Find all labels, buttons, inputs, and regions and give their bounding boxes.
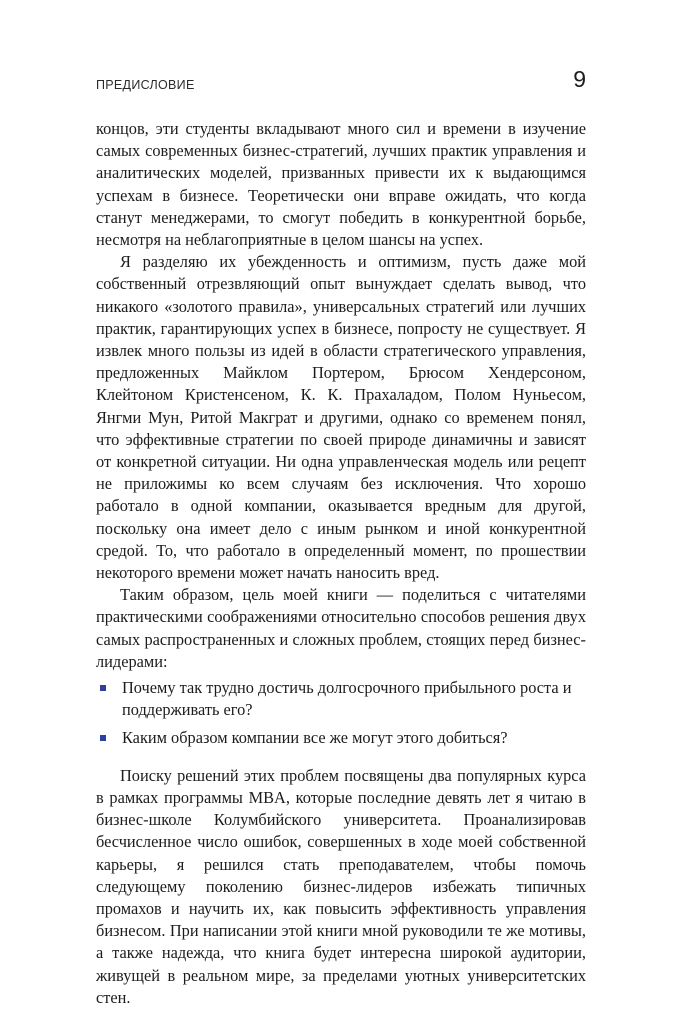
paragraph-3: Таким образом, цель моей книги — поделиться с читателями практическими соображениями относительно способов решения двух самых распространенных и сложных проблем, стоящих перед бизнес-лидерами:: [96, 585, 586, 671]
paragraph-4: Поиску решений этих проблем посвящены два популярных курса в рамках программы MBA, которые последние девять лет я читаю в бизнес-школе Колумбийского университета. Проанализировав бесчисленное число ошибок, совершенных в ходе моей собственной карьеры, я решился стать преподавателем, чтобы помочь следующему поколению бизнес-лидеров избежать типичных промахов и научить их, как повысить эффективность управления бизнесом. При написании этой книги мной руководили те же мотивы, а также надежда, что книга будет интересна широкой аудитории, живущей в реальном мире, за пределами уютных университетских стен.: [96, 765, 586, 1007]
section-title: ПРЕДИСЛОВИЕ: [96, 78, 195, 92]
running-header: [96, 62, 586, 102]
body-text: [96, 118, 586, 1009]
list-item: [122, 677, 586, 721]
square-bullet-icon: [100, 685, 106, 691]
page-number: 9: [573, 66, 586, 92]
paragraph-1: концов, эти студенты вкладывают много сил и времени в изучение самых современных бизнес-стратегий, лучших практик управления и аналитических моделей, призванных привести их к выдающимся успехам в бизнесе. Теоретически они вправе ожидать, что когда станут менеджерами, то смогут победить в конкурентной борьбе, несмотря на неблагоприятные в целом шансы на успех.: [96, 119, 586, 250]
square-bullet-icon: [100, 735, 106, 741]
paragraph-2: Я разделяю их убежденность и оптимизм, пусть даже мой собственный отрезвляющий опыт вынуждает сделать вывод, что никакого «золотого правила», универсальных стратегий или лучших практик, гарантирующих успех в бизнесе, попросту не существует. Я извлек много пользы из идей в области стратегического управления, предложенных Майклом Портером, Брюсом Хендерсоном, Клейтоном Кристенсеном, К. К. Прахаладом, Полом Нуньесом, Янгми Мун, Ритой Макграт и другими, однако со временем понял, что эффективные стратегии по своей природе динамичны и зависят от конкретной ситуации. Ни одна управленческая модель или рецепт не приложимы ко всем случаям без исключения. Что хорошо работало в одной компании, оказывается вредным для другой, поскольку она имеет дело с иным рынком и иной конкурентной средой. То, что работало в определенный момент, по прошествии некоторого времени может начать наносить вред.: [96, 252, 586, 583]
list-item-text: Каким образом компании все же могут этого добиться?: [122, 728, 508, 748]
list-item: [122, 727, 586, 749]
bullet-list: [96, 677, 586, 750]
list-item-text: Почему так трудно достичь долгосрочного прибыльного роста и поддерживать его?: [122, 678, 572, 720]
